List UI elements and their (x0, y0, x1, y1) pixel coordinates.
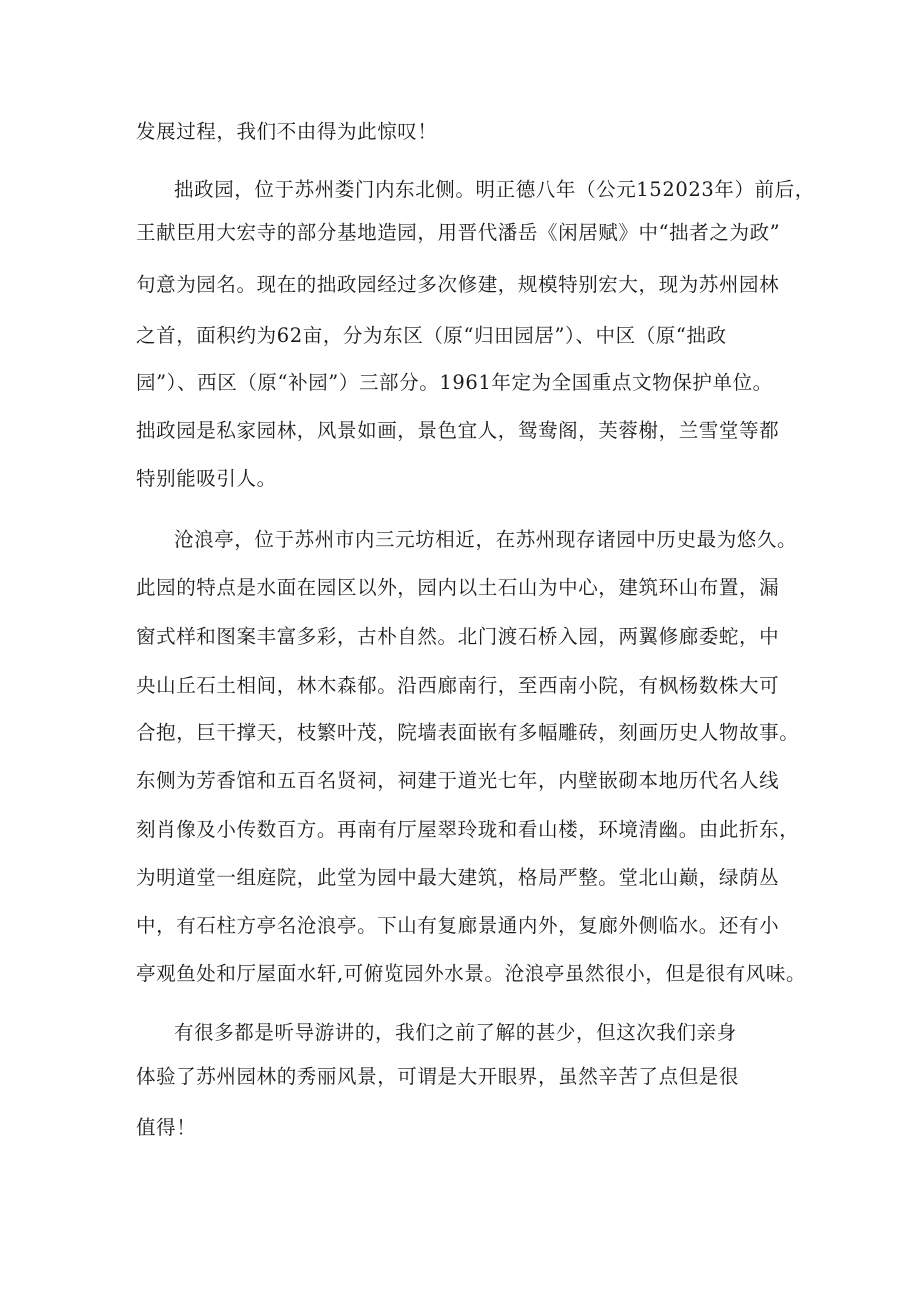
text-line: 体验了苏州园林的秀丽风景，可谓是大开眼界，虽然辛苦了点但是很 (136, 1065, 740, 1088)
text-line: 刻肖像及小传数百方。再南有厅屋翠玲珑和看山楼，环境清幽。由此折东， (136, 818, 800, 841)
text-line: 有很多都是听导游讲的，我们之前了解的甚少，但这次我们亲身 (174, 1021, 737, 1044)
text-line: 窗式样和图案丰富多彩，古朴自然。北门渡石桥入园，两翼修廊委蛇，中 (136, 625, 780, 648)
text-line: 合抱，巨干撑天，枝繁叶茂，院墙表面嵌有多幅雕砖，刻画历史人物故事。 (136, 721, 800, 744)
text-line: 王献臣用大宏寺的部分基地造园，用晋代潘岳《闲居赋》中“拙者之为政” (136, 221, 781, 244)
text-line: 特别能吸引人。 (136, 467, 277, 490)
text-line: 亭观鱼处和厅屋面水轩,可俯览园外水景。沧浪亭虽然很小，但是很有风味。 (136, 962, 807, 985)
text-line: 值得！ (136, 1116, 197, 1139)
text-line: 沧浪亭，位于苏州市内三元坊相近，在苏州现存诸园中历史最为悠久。 (174, 528, 798, 551)
text-line: 之首，面积约为62亩，分为东区（原“归田园居”）、中区（原“拙政 (136, 324, 727, 347)
text-line: 句意为园名。现在的拙政园经过多次修建，规模特别宏大，现为苏州园林 (136, 273, 780, 296)
text-line: 央山丘石土相间，林木森郁。沿西廊南行，至西南小院，有枫杨数株大可 (136, 674, 780, 697)
text-line: 拙政园，位于苏州娄门内东北侧。明正德八年（公元152023年）前后， (174, 178, 815, 201)
text-line: 发展过程，我们不由得为此惊叹！ (136, 120, 438, 143)
text-line: 东侧为芳香馆和五百名贤祠，祠建于道光七年，内壁嵌砌本地历代名人线 (136, 769, 780, 792)
text-line: 为明道堂一组庭院，此堂为园中最大建筑，格局严整。堂北山巅，绿荫丛 (136, 866, 780, 889)
text-line: 拙政园是私家园林，风景如画，景色宜人，鸳鸯阁，芙蓉榭，兰雪堂等都 (136, 419, 780, 442)
text-line: 此园的特点是水面在园区以外，园内以土石山为中心，建筑环山布置，漏 (136, 576, 780, 599)
text-line: 中，有石柱方亭名沧浪亭。下山有复廊景通内外，复廊外侧临水。还有小 (136, 914, 780, 937)
text-line: 园”）、西区（原“补园”）三部分。1961年定为全国重点文物保护单位。 (136, 371, 773, 394)
